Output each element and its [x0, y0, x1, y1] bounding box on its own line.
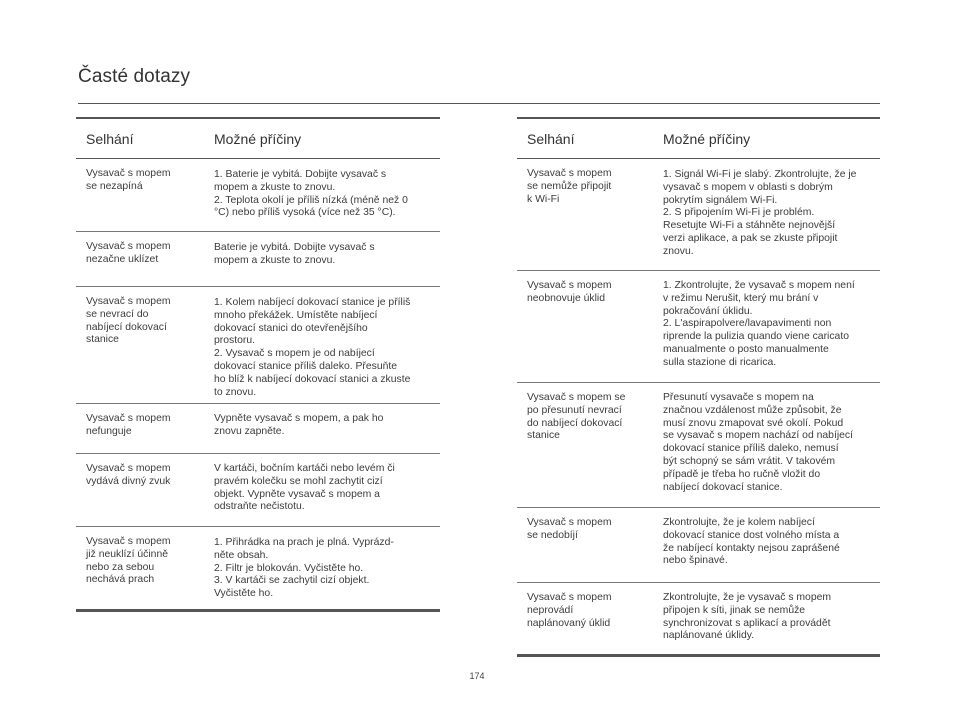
table-row	[76, 404, 440, 454]
failure-cell	[76, 232, 204, 287]
failure-text: Vysavač s mopem nefunguje	[86, 413, 171, 437]
failure-cell	[76, 454, 204, 527]
table-row	[76, 454, 440, 527]
table-row	[517, 159, 880, 271]
cause-cell	[204, 159, 440, 232]
cause-text: Přesunutí vysavače s mopem na značnou vzdálenost může způsobit, že musí znovu zmapovat své okolí. Pokud se vysavač s mopem nachází od nabíjecí dokovací stanice příliš daleko, nemusí být schopný se sám vrátit. V takovém případě je třeba ho ručně vložit do nabíjecí dokovací stanice.	[663, 392, 854, 493]
cause-cell	[653, 383, 880, 508]
cause-text: Zkontrolujte, že je vysavač s mopem připojen k síti, jinak se nemůže synchronizovat s aplikací a provádět naplánované úklidy.	[663, 592, 832, 642]
failure-cell	[76, 404, 204, 454]
cause-cell	[653, 583, 880, 656]
header-cause: Možné příčiny	[653, 118, 880, 159]
cause-text: 1. Baterie je vybitá. Dobijte vysavač s mopem a zkuste to znovu. 2. Teplota okolí je příliš nízká (méně než 0 °C) nebo příliš vysoká (více než 35 °C).	[214, 169, 408, 219]
title-divider	[78, 103, 880, 104]
failure-text: Vysavač s mopem neprovádí naplánovaný úklid	[527, 592, 612, 629]
cause-cell	[204, 527, 440, 611]
table-header-row	[517, 118, 880, 159]
cause-text: Vypněte vysavač s mopem, a pak ho znovu zapněte.	[214, 413, 384, 437]
table-row	[76, 287, 440, 404]
faq-table-left	[76, 117, 440, 612]
failure-text: Vysavač s mopem se nezapíná	[86, 168, 171, 192]
failure-cell	[76, 159, 204, 232]
failure-cell	[76, 527, 204, 611]
header-cause: Možné příčiny	[204, 118, 440, 159]
cause-text: Baterie je vybitá. Dobijte vysavač s mopem a zkuste to znovu.	[214, 242, 375, 266]
header-failure: Selhání	[76, 118, 204, 159]
page-title: Časté dotazy	[78, 66, 191, 87]
table-row	[517, 508, 880, 583]
faq-table-right	[517, 117, 880, 657]
cause-cell	[204, 232, 440, 287]
page-number: 174	[469, 671, 485, 681]
table-row	[517, 583, 880, 656]
failure-text: Vysavač s mopem vydává divný zvuk	[86, 463, 171, 487]
cause-cell	[204, 287, 440, 404]
failure-text: Vysavač s mopem nezačne uklízet	[86, 241, 171, 265]
failure-text: Vysavač s mopem se nedobíjí	[527, 517, 612, 541]
cause-text: 1. Přihrádka na prach je plná. Vyprázd- něte obsah. 2. Filtr je blokován. Vyčistěte ho. 3. V kartáči se zachytil cizí objekt. Vyčistěte ho.	[214, 537, 394, 600]
failure-cell	[517, 271, 653, 383]
cause-text: 1. Signál Wi-Fi je slabý. Zkontrolujte, že je vysavač s mopem v oblasti s dobrým pokrytím signálem Wi-Fi. 2. S připojením Wi-Fi je problém. Resetujte Wi-Fi a stáhněte nejnovější verzi aplikace, a pak se zkuste připojit znovu.	[663, 169, 857, 257]
failure-text: Vysavač s mopem se nemůže připojit k Wi-Fi	[527, 168, 612, 205]
cause-text: Zkontrolujte, že je kolem nabíjecí dokovací stanice dost volného místa a že nabíjecí kontakty nejsou zaprášené nebo špinavé.	[663, 517, 840, 567]
cause-cell	[204, 454, 440, 527]
table-header-row	[76, 118, 440, 159]
failure-cell	[517, 508, 653, 583]
cause-cell	[653, 159, 880, 271]
header-failure: Selhání	[517, 118, 653, 159]
cause-cell	[653, 271, 880, 383]
cause-text: 1. Zkontrolujte, že vysavač s mopem není v režimu Nerušit, který mu brání v pokračování úklidu. 2. L'aspirapolvere/lavapavimenti non riprende la pulizia quando viene caricato manualmente o posto manualmente sulla stazione di ricarica.	[663, 280, 855, 368]
failure-text: Vysavač s mopem neobnovuje úklid	[527, 280, 612, 304]
failure-cell	[517, 383, 653, 508]
table-row	[76, 159, 440, 232]
failure-cell	[76, 287, 204, 404]
cause-cell	[653, 508, 880, 583]
failure-text: Vysavač s mopem již neuklízí účinně nebo za sebou nechává prach	[86, 536, 171, 586]
table-row	[517, 383, 880, 508]
cause-text: 1. Kolem nabíjecí dokovací stanice je příliš mnoho překážek. Umístěte nabíjecí dokovací stanici do otevřenějšího prostoru. 2. Vysavač s mopem je od nabíjecí dokovací stanice příliš daleko. Přesuňte ho blíž k nabíjecí dokovací stanici a zkuste to znovu.	[214, 297, 411, 398]
table-row	[517, 271, 880, 383]
cause-text: V kartáči, bočním kartáči nebo levém či pravém kolečku se mohl zachytit cizí objekt. Vypněte vysavač s mopem a odstraňte nečistotu.	[214, 463, 395, 513]
failure-text: Vysavač s mopem se po přesunutí nevrací do nabíjecí dokovací stanice	[527, 392, 626, 442]
table-row	[76, 232, 440, 287]
table-row	[76, 527, 440, 611]
failure-text: Vysavač s mopem se nevrací do nabíjecí dokovací stanice	[86, 296, 171, 346]
failure-cell	[517, 159, 653, 271]
cause-cell	[204, 404, 440, 454]
failure-cell	[517, 583, 653, 656]
